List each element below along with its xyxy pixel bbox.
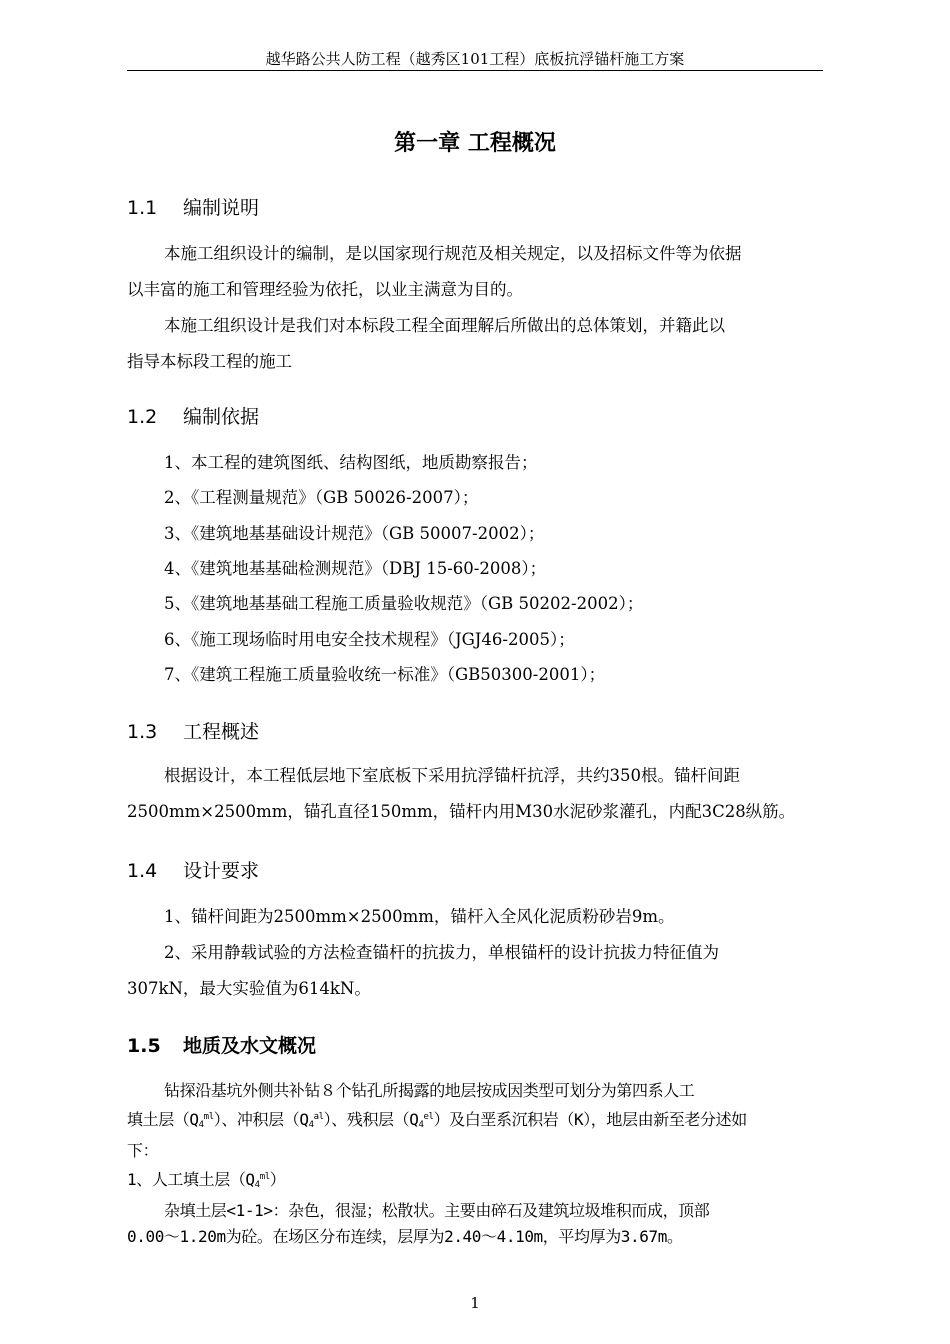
section-title: 工程概述 <box>183 721 260 743</box>
page-number: 1 <box>470 1294 480 1312</box>
paragraph: 本施工组织设计是我们对本标段工程全面理解后所做出的总体策划，并籍此以 指导本标段工程的施工 <box>127 316 725 371</box>
running-header: 越华路公共人防工程（越秀区101工程）底板抗浮锚杆施工方案 <box>265 50 685 68</box>
paragraph: 本施工组织设计的编制，是以国家现行规范及相关规定，以及招标文件等为依据 以丰富的施工和管理经验为依托，以业主满意为目的。 <box>127 244 742 299</box>
list-item: 2、《工程测量规范》（GB 50026-2007）； <box>164 488 479 507</box>
paragraph: 1、锚杆间距为2500mm×2500mm，锚杆入全风化泥质粉砂岩9m。 <box>164 907 675 926</box>
list-item: 4、《建筑地基基础检测规范》（DBJ 15-60-2008）； <box>164 559 547 578</box>
list-item: 7、《建筑工程施工质量验收统一标准》（GB50300-2001）； <box>164 665 606 684</box>
section-title: 地质及水文概况 <box>183 1035 317 1057</box>
paragraph: 根据设计，本工程低层地下室底板下采用抗浮锚杆抗浮，共约350根。锚杆间距 2500mm×2500mm，锚孔直径150mm，锚杆内用M30水泥砂浆灌孔，内配3C28纵筋。 <box>127 766 796 821</box>
header-rule <box>127 70 823 71</box>
section-number: 1.4 <box>127 860 158 882</box>
list-item: 1、本工程的建筑图纸、结构图纸，地质勘察报告； <box>164 453 538 472</box>
list-item: 3、《建筑地基基础设计规范》（GB 50007-2002）； <box>164 524 545 543</box>
list-item: 6、《施工现场临时用电安全技术规程》（JGJ46-2005）； <box>164 630 575 649</box>
section-heading-1-4 <box>127 858 823 884</box>
section-heading-1-3 <box>127 719 823 745</box>
section-title: 编制依据 <box>183 406 260 428</box>
section-title: 设计要求 <box>183 860 260 882</box>
paragraph: 2、采用静载试验的方法检查锚杆的抗拔力，单根锚杆的设计抗拔力特征值为 307kN，最大实验值为614kN。 <box>127 943 719 998</box>
section-number: 1.5 <box>127 1035 161 1057</box>
section-number: 1.2 <box>127 406 158 428</box>
section-number: 1.3 <box>127 721 158 743</box>
chapter-title: 第一章 工程概况 <box>394 130 556 156</box>
section-title: 编制说明 <box>183 197 260 219</box>
section-heading-1-1 <box>127 195 823 221</box>
list-item: 5、《建筑地基基础工程施工质量验收规范》（GB 50202-2002）； <box>164 594 644 613</box>
geology-paragraph: 钻探沿基坑外侧共补钻８个钻孔所揭露的地层按成因类型可划分为第四系人工 填土层$(Q_4^{ml})$、冲积层$(Q_4^{al})$、残积层$(Q_4^{el})$及白垩系沉积岩（K），地层由新至老分述如 下： 1、人工填土层$(Q_4^{ml})$ 杂填土层<1-1>：杂色，很湿；松散状。主要由碎石及建筑垃圾堆积而成，顶部 0.00～1.20m为砼。在场区分布连续，层厚为2.40～4.10m，平均厚为3.67m。 <box>127 1081 747 1246</box>
section-heading-1-2 <box>127 404 823 430</box>
section-number: 1.1 <box>127 197 158 219</box>
section-heading-1-5 <box>127 1033 823 1059</box>
